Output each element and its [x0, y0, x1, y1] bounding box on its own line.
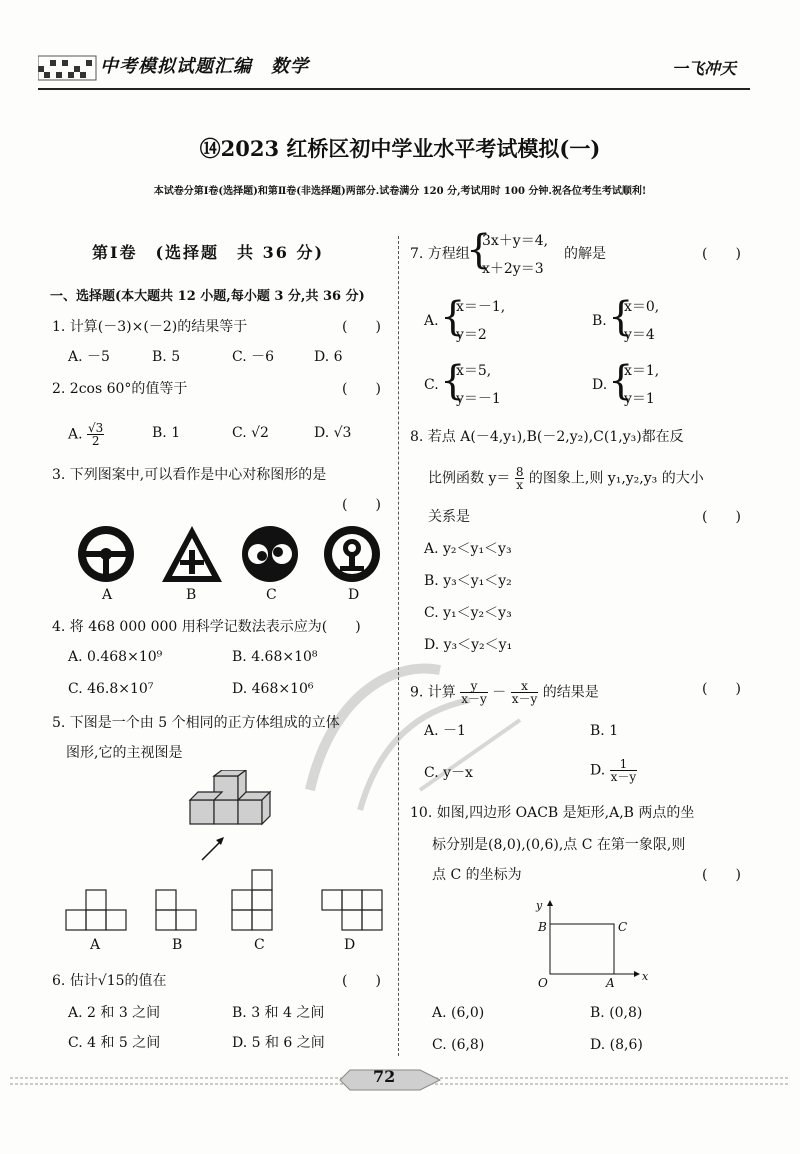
q10-option-c: C. (6,8) [432, 1037, 485, 1053]
q2-option-a-fraction [87, 422, 104, 447]
q8-option-c: C. y₁＜y₂＜y₃ [424, 605, 512, 621]
q6-stem: 6. 估计√15的值在 [52, 973, 167, 989]
q2-option-c: C. √2 [232, 425, 269, 441]
q9-option-a: A. －1 [424, 723, 466, 739]
q2-option-a [68, 422, 104, 447]
q9-fraction-1-numerator: y [460, 680, 488, 693]
q6-option-c: C. 4 和 5 之间 [68, 1035, 161, 1051]
q3-answer-paren: ( ) [342, 497, 381, 513]
q5-cube-solid-figure [186, 770, 272, 832]
q9-stem-pre: 9. 计算 [410, 684, 456, 701]
q7-option-a-label: A. [424, 313, 439, 329]
q8-stem-line2 [428, 466, 704, 491]
q2-stem: 2. 2cos 60°的值等于 [52, 381, 188, 397]
q10-stem-line2: 标分别是(8,0),(0,6),点 C 在第一象限,则 [432, 837, 686, 853]
q9-d-denominator: x－y [610, 770, 637, 784]
q7-option-b-brace: { [608, 294, 634, 340]
q10-option-a: A. (6,0) [432, 1005, 485, 1021]
q2-a-denominator: 2 [91, 434, 100, 448]
q6-option-d: D. 5 和 6 之间 [232, 1035, 325, 1051]
q7-option-b-line2: y＝4 [624, 327, 655, 343]
q2-a-numerator: √3 [88, 421, 104, 435]
q7-option-b-label: B. [592, 313, 607, 329]
q10-y-axis-label: y [536, 899, 543, 912]
q5-label-c: C [254, 937, 265, 953]
q7-option-c-line1: x＝5, [456, 363, 492, 379]
q4-option-b: B. 4.68×10⁸ [232, 649, 318, 665]
exam-title: ⑭2023 红桥区初中学业水平考试模拟(一) [199, 136, 601, 161]
q9-fraction-2-numerator: x [511, 680, 539, 693]
q9-option-d-label: D. [590, 762, 606, 779]
q3-figure-c-swirl-icon [240, 524, 304, 584]
q10-x-axis-label: x [642, 970, 649, 983]
q8-option-b: B. y₃＜y₁＜y₂ [424, 573, 512, 589]
q9-option-d [590, 758, 637, 783]
q5-option-c-figure [230, 866, 276, 934]
q10-point-b-label: B [538, 920, 547, 934]
q7-option-d-line2: y＝1 [624, 391, 655, 407]
q3-label-c: C [266, 587, 277, 603]
q4-stem: 4. 将 468 000 000 用科学记数法表示应为( ) [52, 619, 361, 635]
q7-option-a-line2: y＝2 [456, 327, 487, 343]
q9-answer-paren: ( ) [702, 681, 741, 697]
q7-option-b-line1: x＝0, [624, 299, 660, 315]
q9-minus-sign: － [492, 684, 507, 701]
q8-stem-line1: 8. 若点 A(－4,y₁),B(－2,y₂),C(1,y₃)都在反 [410, 429, 684, 445]
q5-stem-line2: 图形,它的主视图是 [66, 745, 183, 761]
q5-stem-line1: 5. 下图是一个由 5 个相同的正方体组成的立体 [52, 715, 340, 731]
q10-option-b: B. (0,8) [590, 1005, 643, 1021]
q3-label-d: D [348, 587, 360, 603]
q10-answer-paren: ( ) [702, 867, 741, 883]
q4-option-d: D. 468×10⁶ [232, 681, 314, 697]
q3-label-b: B [186, 587, 197, 603]
q2-answer-paren: ( ) [342, 381, 381, 397]
q9-option-d-fraction [610, 758, 638, 783]
page-number: 72 [373, 1067, 396, 1086]
q9-option-b: B. 1 [590, 723, 619, 739]
q1-option-b: B. 5 [152, 349, 181, 365]
q8-answer-paren: ( ) [702, 509, 741, 525]
header-brand: 一飞冲天 [672, 59, 737, 78]
q5-label-b: B [172, 937, 183, 953]
q5-option-d-figure [320, 886, 384, 934]
exam-intro: 本试卷分第Ⅰ卷(选择题)和第Ⅱ卷(非选择题)两部分.试卷满分 120 分,考试用时 100 分钟.祝各位考生考试顺利! [153, 186, 647, 197]
q7-equation-2: x＋2y＝3 [482, 261, 544, 277]
q3-stem: 3. 下列图案中,可以看作是中心对称图形的是 [52, 467, 327, 483]
q10-stem-line3: 点 C 的坐标为 [432, 867, 522, 883]
q3-figure-d-railway-icon [322, 524, 386, 584]
section-heading: 一、选择题(本大题共 12 小题,每小题 3 分,共 36 分) [50, 289, 365, 304]
q8-option-d: D. y₃＜y₂＜y₁ [424, 637, 513, 653]
q2-option-a-label: A. [68, 426, 83, 443]
q2-option-d: D. √3 [314, 425, 352, 441]
q5-label-d: D [344, 937, 356, 953]
q8-fraction-numerator: 8 [515, 465, 524, 479]
q5-option-a-figure [64, 886, 128, 934]
q7-stem-post: 的解是 [564, 246, 606, 262]
q7-option-c-label: C. [424, 377, 439, 393]
q8-stem-line3: 关系是 [428, 509, 470, 525]
q7-option-d-line1: x＝1, [624, 363, 660, 379]
q9-option-c: C. y－x [424, 765, 473, 781]
q10-point-a-label: A [606, 976, 615, 990]
watermark-logo [270, 640, 540, 830]
q2-option-b: B. 1 [152, 425, 181, 441]
q7-option-d-label: D. [592, 377, 608, 393]
q8-stem-line2-post: 的图象上,则 y₁,y₂,y₃ 的大小 [528, 470, 704, 487]
q8-fraction [515, 466, 525, 491]
q5-option-b-figure [154, 886, 200, 934]
q10-origin-label: O [538, 976, 548, 990]
part1-title: 第Ⅰ卷 (选择题 共 36 分) [92, 243, 325, 262]
q9-stem-post: 的结果是 [542, 684, 599, 701]
q7-option-d-brace: { [608, 358, 634, 404]
q8-fraction-denominator: x [516, 478, 524, 492]
q10-point-c-label: C [618, 920, 628, 934]
q9-fraction-1-denominator: x－y [461, 692, 487, 706]
header-title: 中考模拟试题汇编 数学 [100, 56, 309, 77]
q3-figure-b-triangle-icon [160, 524, 224, 584]
q3-label-a: A [102, 587, 113, 603]
q4-option-c: C. 46.8×10⁷ [68, 681, 154, 697]
q6-answer-paren: ( ) [342, 973, 381, 989]
q9-fraction-2-denominator: x－y [511, 692, 538, 706]
q3-figure-a-wheel-icon [76, 524, 140, 584]
q9-d-numerator: 1 [610, 758, 638, 771]
q6-option-b: B. 3 和 4 之间 [232, 1005, 325, 1021]
header-rule [38, 88, 750, 90]
q1-answer-paren: ( ) [342, 319, 381, 335]
q1-option-c: C. －6 [232, 349, 275, 365]
q10-coordinate-figure [530, 896, 650, 990]
q7-system-brace: { [466, 227, 492, 273]
q1-option-a: A. －5 [68, 349, 110, 365]
q1-option-d: D. 6 [314, 349, 343, 365]
q10-stem-line1: 10. 如图,四边形 OACB 是矩形,A,B 两点的坐 [410, 805, 695, 821]
q7-option-a-brace: { [440, 294, 466, 340]
q8-stem-line2-pre: 比例函数 y＝ [428, 470, 511, 487]
q1-stem: 1. 计算(－3)×(－2)的结果等于 [52, 319, 248, 335]
q6-option-a: A. 2 和 3 之间 [68, 1005, 161, 1021]
q7-option-a-line1: x＝－1, [456, 299, 506, 315]
q7-option-c-line2: y＝－1 [456, 391, 501, 407]
q5-label-a: A [90, 937, 101, 953]
q5-view-direction-arrow-icon [198, 834, 228, 862]
q10-option-d: D. (8,6) [590, 1037, 643, 1053]
q7-option-c-brace: { [440, 358, 466, 404]
q7-equation-1: 3x＋y＝4, [482, 233, 549, 249]
q4-option-a: A. 0.468×10⁹ [68, 649, 163, 665]
q7-answer-paren: ( ) [702, 246, 741, 262]
q8-option-a: A. y₂＜y₁＜y₃ [424, 541, 512, 557]
q7-stem-pre: 7. 方程组 [410, 246, 470, 262]
footer-band [0, 1068, 800, 1092]
